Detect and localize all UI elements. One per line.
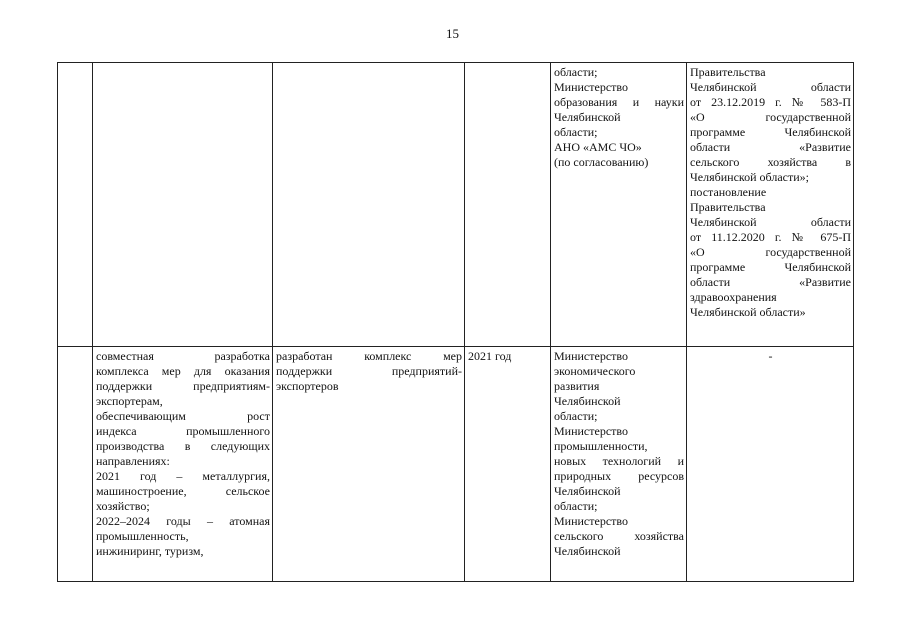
- cell-text-line: совместная разработка: [96, 349, 270, 363]
- cell-text-line: программе Челябинской: [690, 260, 851, 274]
- row2-number-cell: [58, 347, 93, 582]
- cell-text-line: «О государственной: [690, 245, 851, 259]
- cell-text-line: промышленности,: [554, 439, 648, 453]
- cell-text-line: области;: [554, 125, 598, 139]
- cell-text-line: поддержки предприятий-: [276, 364, 462, 378]
- row2-documents-cell: -: [687, 347, 854, 582]
- cell-text-line: программе Челябинской: [690, 125, 851, 139]
- cell-text-line: области;: [554, 65, 598, 79]
- cell-text-line: производства в следующих: [96, 439, 270, 453]
- row1-documents-cell: [687, 63, 854, 347]
- cell-text-line: 2022–2024 годы – атомная: [96, 514, 270, 528]
- cell-text-line: постановление: [690, 185, 767, 199]
- cell-text-line: Челябинской области: [690, 80, 851, 94]
- cell-text-line: Челябинской области»: [690, 305, 806, 319]
- cell-text-line: (по согласованию): [554, 155, 649, 169]
- row1-executors-cell: [551, 63, 687, 347]
- cell-text-line: Челябинской: [554, 484, 621, 498]
- cell-text-line: развития: [554, 379, 600, 393]
- cell-text-line: Челябинской: [554, 394, 621, 408]
- row1-event-cell: [93, 63, 273, 347]
- cell-text-line: Челябинской области»;: [690, 170, 809, 184]
- cell-text-line: Правительства: [690, 200, 766, 214]
- cell-text-line: здравоохранения: [690, 290, 777, 304]
- cell-text-line: АНО «АМС ЧО»: [554, 140, 642, 154]
- cell-text-line: 2021 год – металлургия,: [96, 469, 270, 483]
- cell-text-line: направлениях:: [96, 454, 170, 468]
- table-row: [58, 347, 854, 582]
- row2-deadline-cell: 2021 год: [465, 347, 551, 582]
- page-number: 15: [446, 26, 459, 41]
- cell-text-line: Министерство: [554, 424, 628, 438]
- cell-text-line: поддержки предприятиям-: [96, 379, 270, 393]
- row2-result-cell: [273, 347, 465, 582]
- cell-text-line: образования и науки: [554, 95, 684, 109]
- cell-text-line: «О государственной: [690, 110, 851, 124]
- table-row: [58, 63, 854, 347]
- document-table: [57, 62, 854, 582]
- cell-text-line: новых технологий и: [554, 454, 684, 468]
- cell-text-line: области «Развитие: [690, 275, 851, 289]
- cell-text-line: машиностроение, сельское: [96, 484, 270, 498]
- row1-deadline-cell: [465, 63, 551, 347]
- cell-text-line: экспортеров: [276, 379, 339, 393]
- cell-text-line: области «Развитие: [690, 140, 851, 154]
- cell-text-line: Челябинской: [554, 544, 621, 558]
- cell-text-line: обеспечивающим рост: [96, 409, 270, 423]
- cell-text-line: экономического: [554, 364, 636, 378]
- cell-text-line: Министерство: [554, 349, 628, 363]
- cell-text-line: инжиниринг, туризм,: [96, 544, 204, 558]
- cell-text-line: от 23.12.2019 г. № 583-П: [690, 95, 851, 109]
- cell-text-line: сельского хозяйства в: [690, 155, 851, 169]
- cell-text-line: индекса промышленного: [96, 424, 270, 438]
- cell-text-line: экспортерам,: [96, 394, 163, 408]
- cell-text-line: Министерство: [554, 514, 628, 528]
- cell-text-line: области;: [554, 409, 598, 423]
- cell-text-line: комплекса мер для оказания: [96, 364, 270, 378]
- cell-text-line: от 11.12.2020 г. № 675-П: [690, 230, 851, 244]
- cell-text-line: Правительства: [690, 65, 766, 79]
- cell-text-line: сельского хозяйства: [554, 529, 684, 543]
- cell-text-line: разработан комплекс мер: [276, 349, 462, 363]
- row1-number-cell: [58, 63, 93, 347]
- cell-text-line: хозяйство;: [96, 499, 150, 513]
- row2-event-cell: [93, 347, 273, 582]
- cell-text-line: Министерство: [554, 80, 628, 94]
- row1-result-cell: [273, 63, 465, 347]
- cell-text-line: промышленность,: [96, 529, 189, 543]
- row2-executors-cell: [551, 347, 687, 582]
- cell-text-line: Челябинской области: [690, 215, 851, 229]
- cell-text-line: области;: [554, 499, 598, 513]
- cell-text-line: природных ресурсов: [554, 469, 684, 483]
- cell-text-line: Челябинской: [554, 110, 621, 124]
